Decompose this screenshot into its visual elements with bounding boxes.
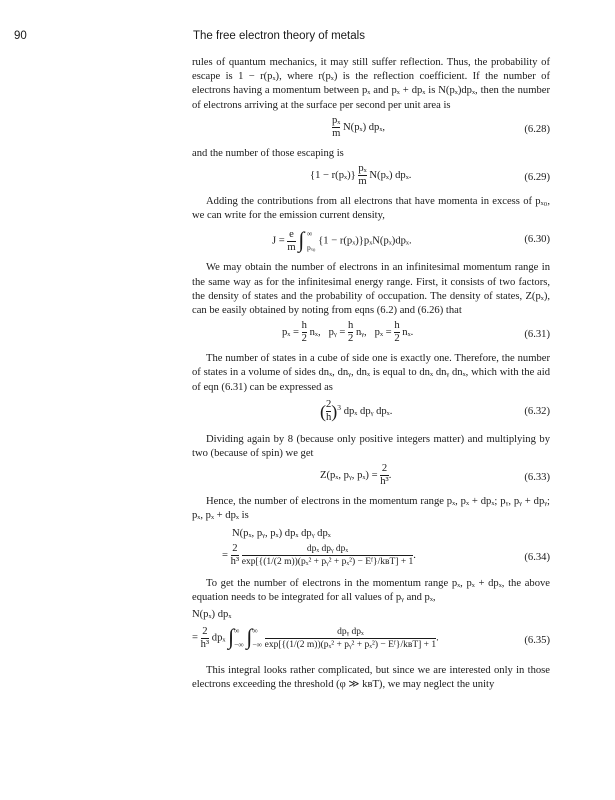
equation-6-35: N(pₓ) dpₓ = $\frac{2}{\text{h³}}$ dpₓ ∫ ∞ −∞ ∫ ∞ −∞ $\frac{\text{dpᵧ dpₓ}}{\text{exp[\{(1/(2 m))(pₓ² + pᵧ² + pₓ²) − Eᶠ\}/kʙT] + 1}}$ . (6.35)	[192, 608, 550, 662]
fraction: $\frac{h}{2}$	[394, 320, 400, 345]
equation-number: (6.31)	[524, 329, 550, 341]
paragraph-5: The number of states in a cube of side one is exactly one. Therefore, the number of states in a volume of sides dnₓ, dnᵧ, dnₓ is equal to dnₓ dnᵧ dnₓ, which with the aid of eqn (6.31) can be expressed as	[192, 353, 550, 393]
fraction: $\frac{\text{dpᵧ dpₓ}}{\text{exp[\{(1/(2 m))(pₓ² + pᵧ² + pₓ²) − Eᶠ\}/kʙT] + 1}}$	[264, 626, 437, 650]
fraction: $\frac{e}{m}$	[287, 228, 296, 253]
equation-number: (6.35)	[524, 635, 550, 647]
page-number: 90	[14, 30, 27, 42]
integral-limits: ∞ −∞	[252, 626, 262, 650]
paragraph-9: This integral looks rather complicated, but since we are interested only in those electrons exceeding the threshold (φ ≫ kʙT), we may neglect the unity	[192, 665, 550, 691]
fraction: $\frac{2}{\text{h³}}$	[200, 625, 210, 650]
equation-number: (6.32)	[524, 405, 550, 417]
integral-sign: ∫	[298, 227, 305, 253]
paragraph-8: To get the number of electrons in the momentum range pₓ, pₓ + dpₓ, the above equation needs to be integrated for all values of pᵧ and pₓ,	[192, 577, 550, 603]
fraction: $\frac{2}{h}$	[326, 398, 332, 423]
equation-number: (6.29)	[524, 172, 550, 184]
equation-number: (6.34)	[524, 551, 550, 563]
integral-sign: ∫	[228, 623, 235, 649]
paragraph-3: Adding the contributions from all electrons that have momenta in excess of pₓ₀, we can write for the emission current density,	[192, 196, 550, 222]
paragraph-1: rules of quantum mechanics, it may still suffer reflection. Thus, the probability of escape is 1 − r(pₓ), where r(pₓ) is the reflection coefficient. If the number of electrons having a momentum between pₓ and pₓ + dpₓ is N(pₓ)dpₓ, then the number of electrons arriving at the surface per second per unit area is	[192, 57, 550, 111]
fraction: $\frac{h}{2}$	[347, 320, 354, 345]
equation-6-31: pₓ = $\frac{h}{2}$ nₓ, pᵧ = $\frac{h}{2}$ nᵧ, pₓ = $\frac{h}{2}$ nₓ. (6.31)	[282, 320, 550, 345]
fraction: $\frac{2}{\text{h³}}$	[380, 463, 389, 488]
fraction: $\frac{2}{\text{h³}}$	[230, 542, 240, 567]
equation-number: (6.33)	[524, 472, 550, 484]
equation-6-30: J = $\frac{e}{m}$ ∫ ∞ pₓ₀ {1 − r(pₓ)}pₓN(pₓ)dpₓ. (6.30)	[192, 225, 550, 259]
fraction: $\frac{\text{dpₓ dpᵧ dpₓ}}{\text{exp[\{(1/(2 m))(pₓ² + pᵧ² + pₓ²) − Eᶠ\}/kʙT] + 1}}$	[241, 543, 414, 567]
equation-number: (6.30)	[524, 234, 550, 246]
fraction: $\frac{\text{pₓ}}{m}$	[358, 163, 367, 188]
integral-limits: ∞ pₓ₀	[307, 229, 316, 253]
integral-sign: ∫	[246, 623, 253, 649]
equation-6-32: ( $\frac{2}{h}$ )$^3$ dpₓ dpᵧ dpₓ. (6.32)	[320, 398, 550, 423]
equation-number: (6.28)	[524, 123, 550, 135]
paragraph-7: Hence, the number of electrons in the momentum range pₓ, pₓ + dpₓ; pᵧ, pᵧ + dpᵧ; pₓ, pₓ + dpₓ is	[192, 496, 550, 522]
integral-limits: ∞ −∞	[234, 626, 244, 650]
paragraph-4: We may obtain the number of electrons in an infinitesimal momentum range in the same way as for the infinitesimal energy range. First, it consists of two factors, the density of states and the probability of occupation. The density of states, Z(pₓ), can be easily obtained by noting from eqns (6.2) and (6.26) that	[192, 262, 550, 317]
fraction: $\frac{h}{2}$	[301, 320, 307, 345]
paragraph-6: Dividing again by 8 (because only positive integers matter) and multiplying by two (because of spin) we get	[192, 433, 550, 460]
paragraph-2: and the number of those escaping is	[192, 147, 344, 159]
equation-6-29: {1 − r(pₓ)} $\frac{\text{pₓ}}{m}$ N(pₓ) dpₓ. (6.29)	[310, 163, 550, 188]
running-title: The free electron theory of metals	[193, 30, 365, 42]
equation-6-34: N(pₓ, pᵧ, pₓ) dpₓ dpᵧ dpₓ = $\frac{2}{\text{h³}}$ $\frac{\text{dpₓ dpᵧ dpₓ}}{\text{exp[\{(1/(2 m))(pₓ² + pᵧ² + pₓ²) − Eᶠ\}/kʙT] + 1}}$ . (6.34)	[222, 527, 550, 567]
equation-6-28: $\frac{\text{pₓ}}{m}$ N(pₓ) dpₓ, (6.28)	[332, 114, 550, 139]
equation-6-33: Z(pₓ, pᵧ, pₓ) = $\frac{2}{\text{h³}}$ . (6.33)	[320, 463, 550, 488]
page-body	[192, 56, 550, 692]
fraction: $\frac{\text{pₓ}}{m}$	[332, 114, 341, 139]
